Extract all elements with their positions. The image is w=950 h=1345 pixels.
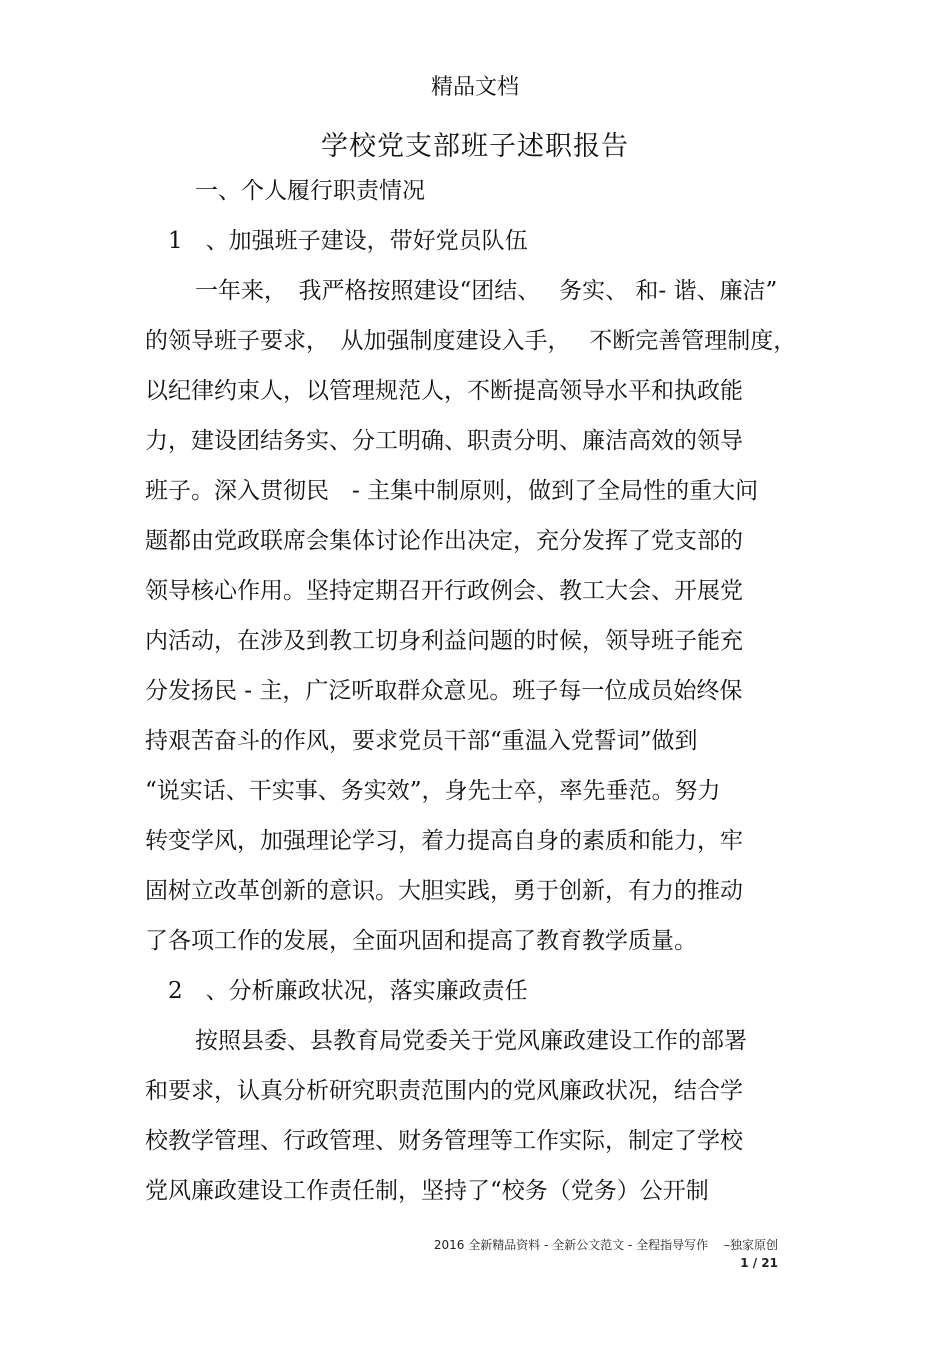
paragraph-line: 持艰苦奋斗的作风，要求党员干部“重温入党誓词”做到 [145, 728, 698, 754]
paragraph-line: 以纪律约束人，以管理规范人，不断提高领导水平和执政能 [145, 378, 743, 404]
paragraph-line: 和要求，认真分析研究职责范围内的党风廉政状况，结合学 [145, 1078, 743, 1104]
page-header: 精品文档 [430, 75, 519, 100]
paragraph-line: 党风廉政建设工作责任制，坚持了“校务（党务）公开制 [145, 1178, 709, 1204]
paragraph-line: 一年来， 我严格按照建设“团结、 务实、 和- 谐、廉洁” [195, 278, 778, 304]
paragraph-line: 按照县委、县教育局党委关于党风廉政建设工作的部署 [195, 1028, 747, 1054]
paragraph-line: 领导核心作用。坚持定期召开行政例会、教工大会、开展党 [145, 578, 743, 604]
paragraph-line: 题都由党政联席会集体讨论作出决定，充分发挥了党支部的 [145, 528, 743, 554]
item-heading: 2 、分析廉政状况，落实廉政责任 [168, 978, 528, 1004]
paragraph-line: 校教学管理、行政管理、财务管理等工作实际，制定了学校 [145, 1128, 743, 1154]
paragraph-line: 内活动，在涉及到教工切身利益问题的时候，领导班子能充 [145, 628, 743, 654]
item-heading: 1 、加强班子建设，带好党员队伍 [168, 228, 528, 254]
paragraph-line: 力，建设团结务实、分工明确、职责分明、廉洁高效的领导 [145, 428, 743, 454]
document-title: 学校党支部班子述职报告 [321, 131, 629, 162]
paragraph-line: “说实话、干实事、务实效”，身先士卒，率先垂范。努力 [145, 778, 721, 804]
page-footer: 2016 全新精品资料 - 全新公文范文 - 全程指导写作 –独家原创 [433, 1238, 778, 1252]
paragraph-line: 班子。深入贯彻民 - 主集中制原则，做到了全局性的重大问 [145, 478, 759, 504]
paragraph-line: 固树立改革创新的意识。大胆实践，勇于创新，有力的推动 [145, 878, 743, 904]
section-heading: 一、个人履行职责情况 [195, 178, 425, 204]
paragraph-line: 分发扬民 - 主，广泛听取群众意见。班子每一位成员始终保 [145, 678, 743, 704]
paragraph-line: 转变学风，加强理论学习，着力提高自身的素质和能力，牢 [145, 828, 743, 854]
paragraph-line: 的领导班子要求， 从加强制度建设入手， 不断完善管理制度， [145, 328, 797, 354]
page-number: 1 / 21 [740, 1256, 778, 1270]
paragraph-line: 了各项工作的发展，全面巩固和提高了教育教学质量。 [145, 928, 697, 954]
